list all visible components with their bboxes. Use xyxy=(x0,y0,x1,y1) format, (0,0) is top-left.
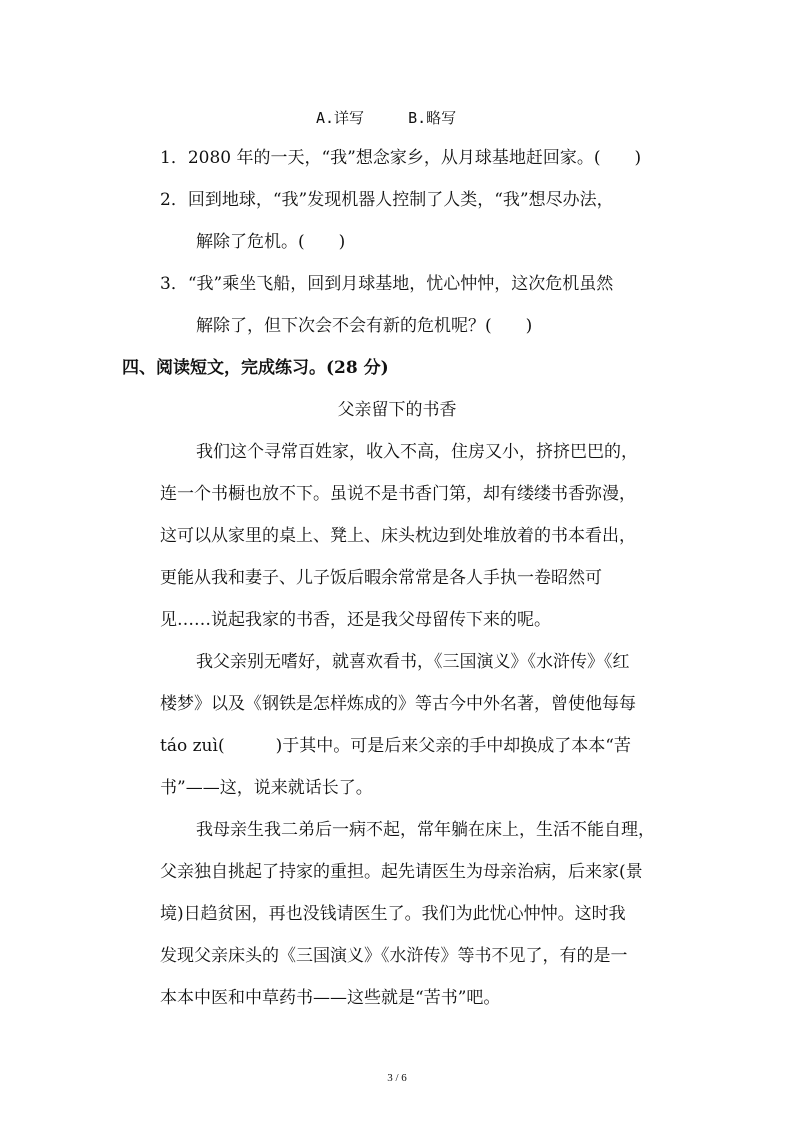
section-heading: 四、阅读短文，完成练习。(28 分) xyxy=(122,358,389,378)
paragraph-1-line: 这可以从家里的桌上、凳上、床头枕边到处堆放着的书本看出， xyxy=(160,526,636,546)
question-3-line2: 解除了，但下次会不会有新的危机呢？( ) xyxy=(196,316,533,336)
article-title: 父亲留下的书香 xyxy=(337,400,457,420)
answer-options xyxy=(316,106,456,130)
paragraph-2-line: táo zuì( )于其中。可是后来父亲的手中却换成了本本“苦 xyxy=(160,736,631,756)
option-a: A.详写 xyxy=(316,109,365,127)
paragraph-3-line: 父亲独自挑起了持家的重担。起先请医生为母亲治病，后来家(景 xyxy=(160,862,643,882)
question-2-line2: 解除了危机。( ) xyxy=(196,232,346,252)
paragraph-3-line: 境)日趋贫困，再也没钱请医生了。我们为此忧心忡忡。这时我 xyxy=(160,904,626,924)
page-number: 3 / 6 xyxy=(387,1072,407,1084)
paragraph-3-line: 发现父亲床头的《三国演义》《水浒传》等书不见了，有的是一 xyxy=(160,946,628,966)
paragraph-3-line: 本本中医和中草药书——这些就是“苦书”吧。 xyxy=(160,988,501,1008)
option-b: B.略写 xyxy=(408,109,457,127)
paragraph-3-line: 我母亲生我二弟后一病不起，常年躺在床上，生活不能自理， xyxy=(196,820,655,840)
paragraph-1-line: 我们这个寻常百姓家，收入不高，住房又小，挤挤巴巴的， xyxy=(196,442,638,462)
paragraph-1-line: 更能从我和妻子、儿子饭后暇余常常是各人手执一卷昭然可 xyxy=(160,568,602,588)
question-2-line1: 2．回到地球，“我”发现机器人控制了人类，“我”想尽办法， xyxy=(160,190,614,210)
question-1: 1．2080 年的一天，“我”想念家乡，从月球基地赶回家。( ) xyxy=(160,148,642,168)
paragraph-2-line: 我父亲别无嗜好，就喜欢看书，《三国演义》《水浒传》《红 xyxy=(196,652,630,672)
paragraph-2-line: 书”——这，说来就话长了。 xyxy=(160,778,373,798)
paragraph-2-line: 楼梦》以及《钢铁是怎样炼成的》等古今中外名著，曾使他每每 xyxy=(160,694,636,714)
paragraph-1-line: 连一个书橱也放不下。虽说不是书香门第，却有缕缕书香弥漫， xyxy=(160,484,636,504)
paragraph-1-line: 见……说起我家的书香，还是我父母留传下来的呢。 xyxy=(160,610,551,630)
question-3-line1: 3．“我”乘坐飞船，回到月球基地，忧心忡忡，这次危机虽然 xyxy=(160,274,614,294)
